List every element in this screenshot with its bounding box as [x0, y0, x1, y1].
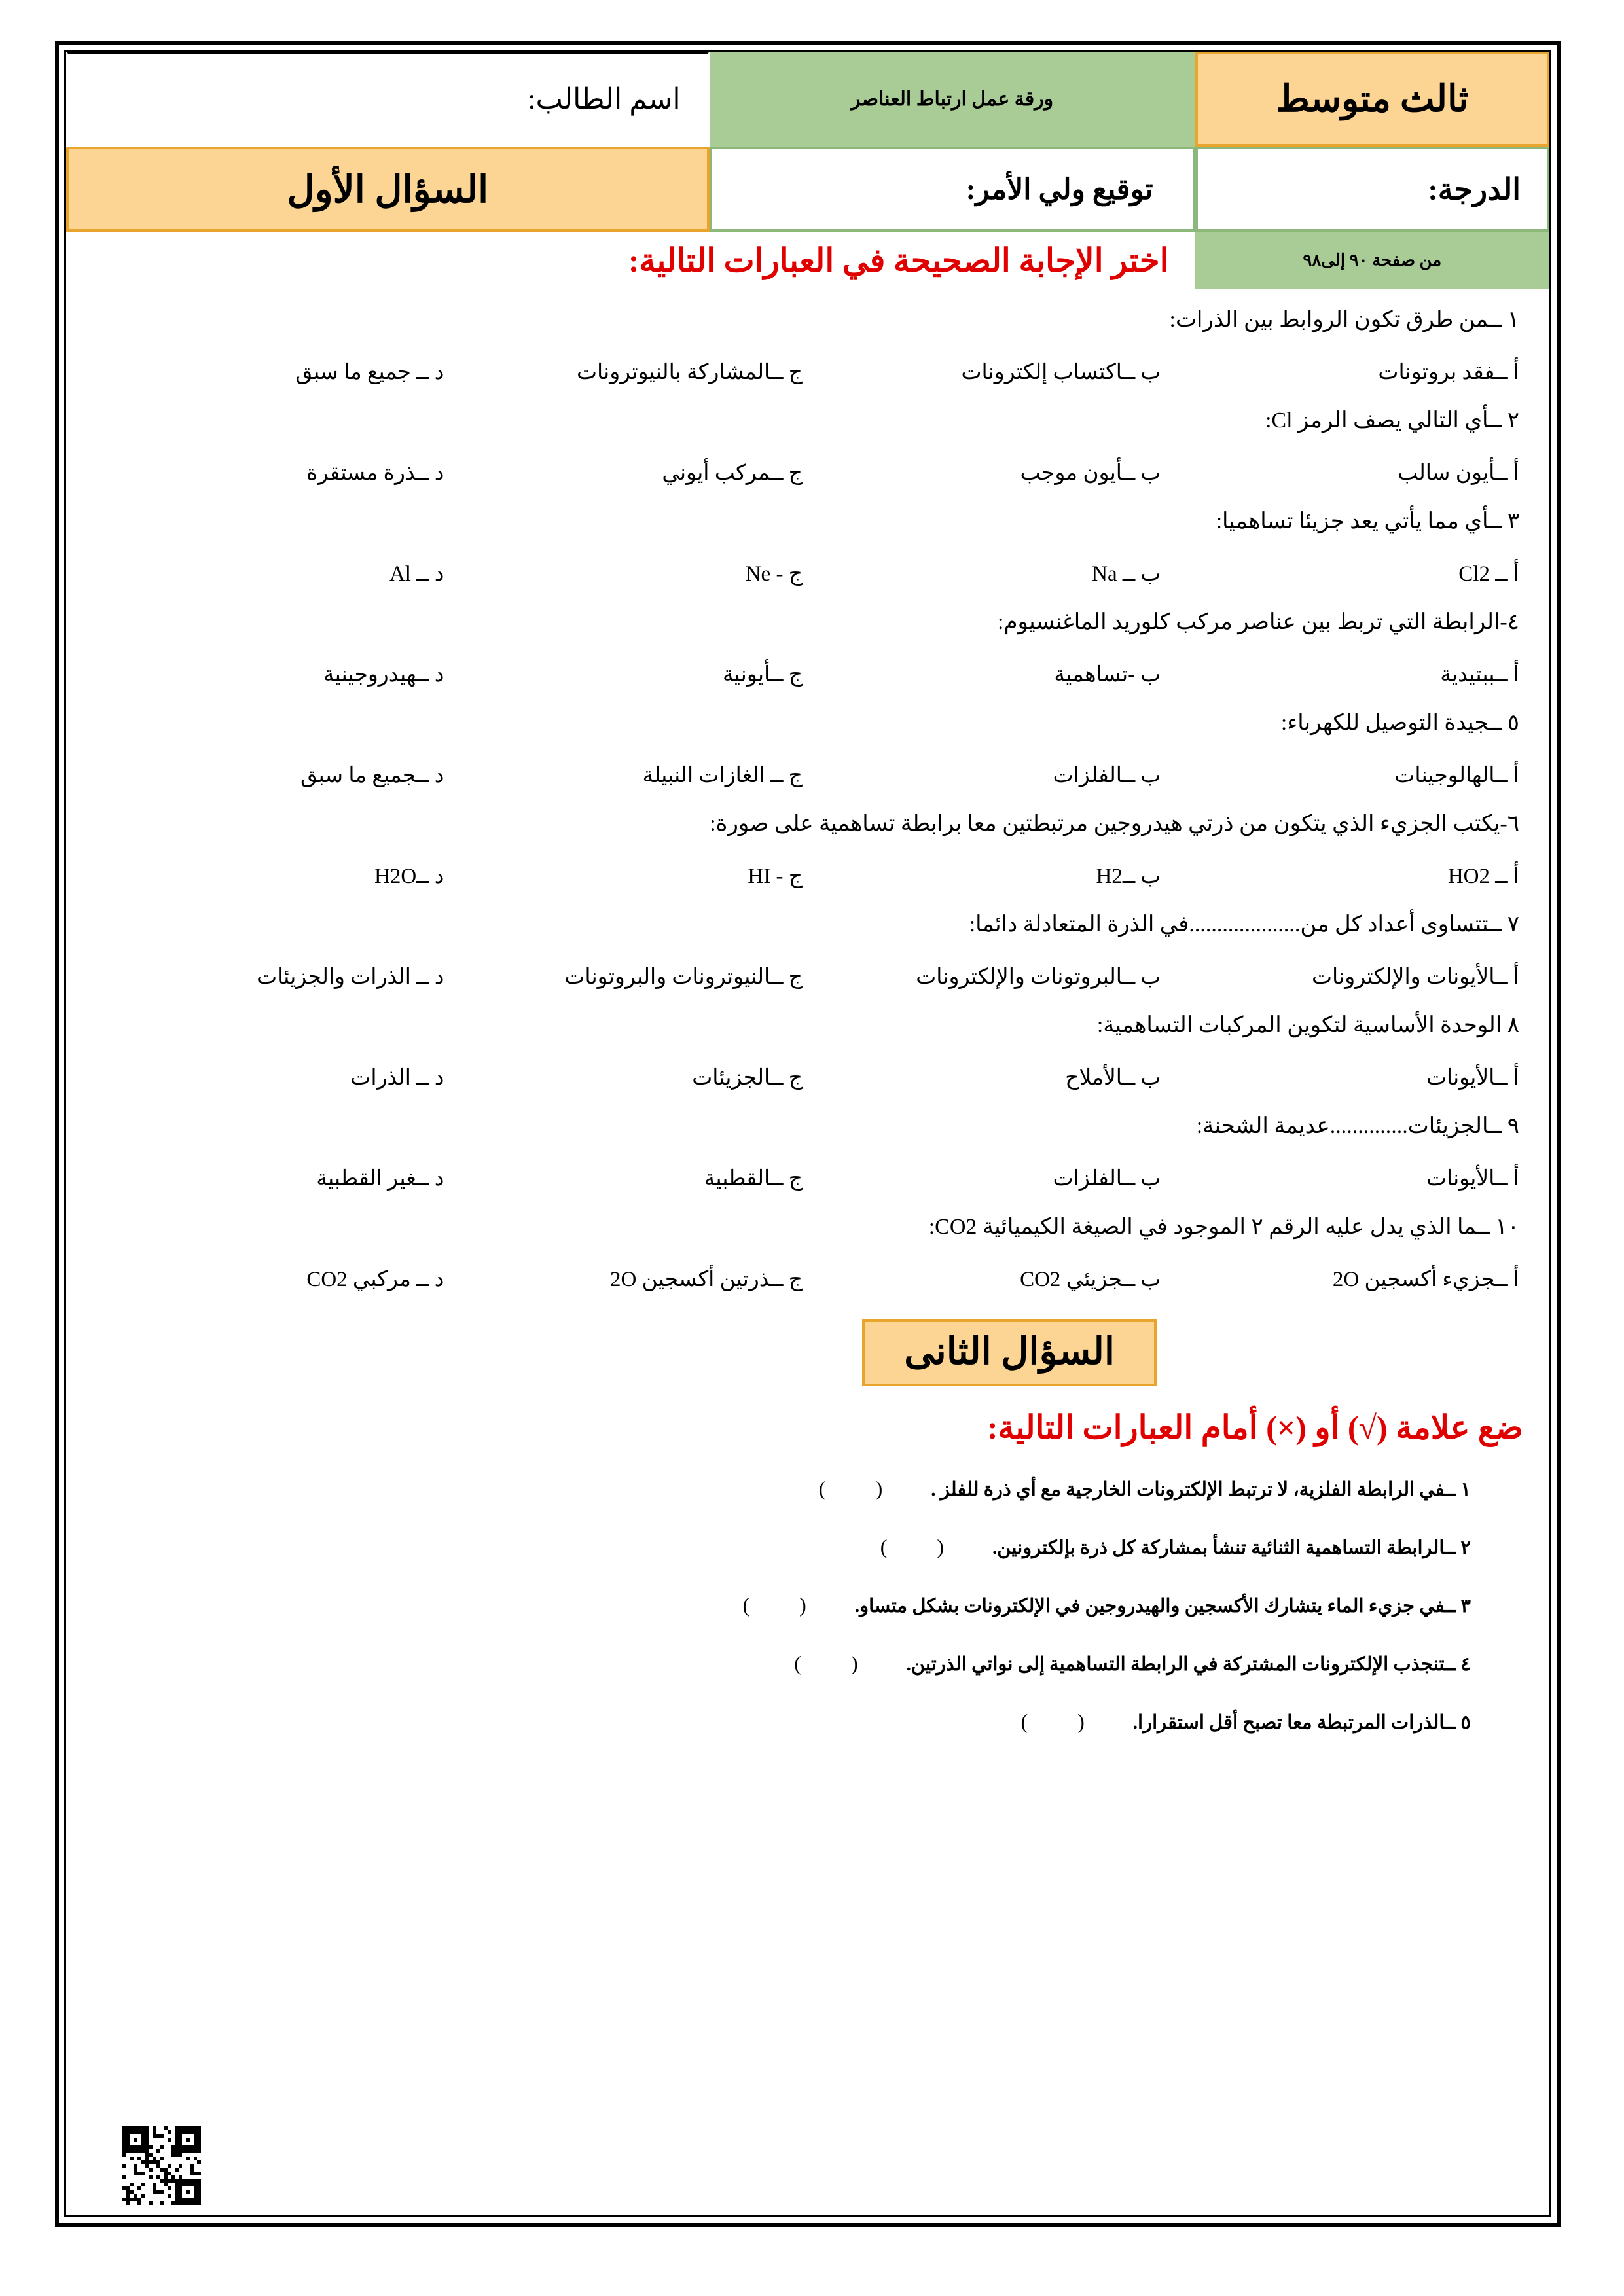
mcq-option-row: [66, 359, 1549, 385]
mcq-option[interactable]: أ ــجزيء أكسجين 2O: [1332, 1268, 1519, 1291]
true-false-answer-box[interactable]: ( ): [1020, 1710, 1107, 1733]
true-false-row: [66, 1477, 1549, 1501]
header-cell-instruction-one: [66, 232, 1195, 289]
qr-cell: [126, 2201, 130, 2205]
header-cell-student-name[interactable]: [66, 52, 710, 147]
mcq-question: [66, 709, 1549, 788]
mcq-option[interactable]: د ــ مركبي CO2: [306, 1268, 444, 1291]
guardian-signature-label: توقيع ولي الأمر:: [965, 173, 1153, 206]
qr-cell: [156, 2201, 160, 2205]
mcq-question: [66, 407, 1549, 486]
mcq-option[interactable]: ج ــالنيوترونات والبروتونات: [564, 965, 803, 989]
mcq-question-stem: ٨ الوحدة الأساسية لتكوين المركبات التساهمية:: [1096, 1013, 1519, 1037]
qr-cell: [130, 2201, 134, 2205]
mcq-question-stem: ٣ ــأي مما يأتي يعد جزيئا تساهميا:: [1216, 509, 1519, 533]
pages-range-text: من صفحة ٩٠ إلى٩٨: [1303, 251, 1442, 270]
true-false-row: [66, 1535, 1549, 1559]
mcq-option[interactable]: د ــجميع ما سبق: [300, 764, 444, 787]
mcq-question-list: [66, 306, 1549, 1292]
true-false-list: [66, 1477, 1549, 1734]
mcq-option-row: [66, 459, 1549, 486]
mcq-option[interactable]: أ ــببتيدية: [1440, 663, 1519, 687]
true-false-row: [66, 1710, 1549, 1734]
mcq-option[interactable]: ج ــمركب أيوني: [662, 461, 803, 485]
true-false-answer-box[interactable]: ( ): [794, 1651, 880, 1675]
header-cell-pages-range: [1195, 232, 1549, 289]
qr-cell: [145, 2201, 149, 2205]
mcq-option[interactable]: أ ــالأيونات والإلكترونات: [1311, 965, 1519, 989]
mcq-option[interactable]: ج ــذرتين أكسجين 2O: [610, 1268, 803, 1291]
mcq-option[interactable]: أ ــفقد بروتونات: [1378, 361, 1519, 384]
mcq-option[interactable]: د ــ الذرات والجزيئات: [257, 965, 444, 989]
true-false-row: [66, 1651, 1549, 1676]
header-row-1: [66, 52, 1549, 147]
mcq-option[interactable]: ب -تساهمية: [1054, 663, 1161, 687]
qr-cell: [160, 2201, 164, 2205]
header-cell-grade-level: [1195, 52, 1549, 147]
student-name-label: اسم الطالب:: [528, 83, 681, 115]
qr-cell: [141, 2201, 145, 2205]
true-false-statement: ١ ــفي الرابطة الفلزية، لا ترتبط الإلكترونات الخارجية مع أي ذرة للفلز .: [931, 1479, 1471, 1500]
mcq-question-stem: ٩ ــالجزيئات..............عديمة الشحنة:: [1196, 1114, 1519, 1138]
true-false-answer-box[interactable]: ( ): [742, 1593, 829, 1617]
qr-cell: [175, 2201, 179, 2205]
mcq-option-row: [66, 762, 1549, 788]
qr-cell: [179, 2201, 183, 2205]
mcq-option[interactable]: أ ــالأيونات: [1426, 1066, 1519, 1090]
worksheet-page-inner-border: [64, 50, 1551, 2217]
mcq-option[interactable]: د ــغير القطبية: [316, 1167, 444, 1191]
qr-cell: [153, 2201, 156, 2205]
qr-cell: [137, 2201, 141, 2205]
mcq-question-stem: ٤-الرابطة التي تربط بين عناصر مركب كلوريد الماغنسيوم:: [998, 610, 1519, 634]
worksheet-title-text: ورقة عمل ارتباط العناصر: [851, 88, 1054, 110]
qr-cell: [197, 2201, 201, 2205]
mcq-option[interactable]: د ــ جميع ما سبق: [295, 361, 444, 384]
header-cell-question-one: [66, 147, 710, 232]
qr-cell: [171, 2201, 175, 2205]
mcq-question: [66, 911, 1549, 990]
mcq-option[interactable]: ب ــ Na: [1092, 562, 1161, 586]
qr-cell: [122, 2201, 126, 2205]
question-one-heading: السؤال الأول: [287, 168, 489, 211]
header-cell-worksheet-title: [710, 52, 1195, 147]
header-table: [66, 52, 1549, 289]
section-two-heading: السؤال الثانى: [862, 1319, 1157, 1386]
mcq-option[interactable]: د ــهيدروجينية: [323, 663, 444, 687]
qr-cell: [182, 2201, 186, 2205]
mcq-option[interactable]: ج - Ne: [745, 562, 803, 586]
true-false-answer-box[interactable]: ( ): [880, 1535, 966, 1558]
mcq-option[interactable]: ب ــجزيئي CO2: [1020, 1268, 1161, 1291]
worksheet-page: [55, 41, 1561, 2227]
mcq-option[interactable]: أ ــالهالوجينات: [1394, 764, 1519, 787]
true-false-answer-box[interactable]: ( ): [818, 1477, 905, 1500]
mcq-option[interactable]: د ــ الذرات: [350, 1066, 444, 1090]
true-false-statement: ٥ ــالذرات المرتبطة معا تصبح أقل استقرارا.: [1132, 1712, 1471, 1733]
mcq-option[interactable]: د ــذرة مستقرة: [306, 461, 444, 485]
mcq-option[interactable]: أ ــالأيونات: [1426, 1167, 1519, 1191]
mcq-option[interactable]: ج ــالمشاركة بالنيوترونات: [576, 361, 803, 384]
qr-cell: [168, 2201, 171, 2205]
qr-cell: [190, 2201, 194, 2205]
mcq-option[interactable]: أ ــأيون سالب: [1398, 461, 1519, 485]
mcq-question: [66, 306, 1549, 385]
mcq-option[interactable]: أ ــ Cl2: [1458, 562, 1519, 586]
qr-cell: [194, 2201, 198, 2205]
header-row-3: [66, 232, 1549, 289]
section-two-heading-wrap: [66, 1319, 1549, 1386]
mcq-option[interactable]: ب ــالفلزات: [1053, 764, 1161, 787]
mcq-question-stem: ٢ ــأي التالي يصف الرمز Cl:: [1265, 408, 1519, 433]
degree-label: الدرجة:: [1428, 173, 1521, 206]
mcq-option[interactable]: ب ــالأملاح: [1065, 1066, 1161, 1090]
mcq-question: [66, 1213, 1549, 1292]
mcq-option[interactable]: ب ــاكتساب إلكترونات: [961, 361, 1161, 384]
mcq-question-stem: ٦-يكتب الجزيء الذي يتكون من ذرتي هيدروجين مرتبطتين معا برابطة تساهمية على صورة:: [710, 812, 1519, 836]
mcq-option[interactable]: ب ــأيون موجب: [1020, 461, 1161, 485]
mcq-option[interactable]: ج ــالجزيئات: [692, 1066, 803, 1090]
mcq-question: [66, 1113, 1549, 1191]
section-two-instruction: ضع علامة (√) أو (×) أمام العبارات التالية:: [986, 1409, 1523, 1446]
mcq-option[interactable]: ب ــالبروتونات والإلكترونات: [916, 965, 1161, 989]
mcq-option[interactable]: ج ــأيونية: [722, 663, 803, 687]
mcq-option[interactable]: ج - HI: [748, 865, 803, 888]
grade-level-text: ثالث متوسط: [1275, 79, 1469, 120]
qr-cell: [134, 2201, 137, 2205]
mcq-option[interactable]: د ــH2O: [374, 865, 444, 888]
mcq-option-row: [66, 1165, 1549, 1191]
mcq-question-stem: ١٠ ــما الذي يدل عليه الرقم ٢ الموجود في الصيغة الكيميائية CO2:: [928, 1215, 1519, 1239]
true-false-statement: ٣ ــفي جزيء الماء يتشارك الأكسجين والهيدروجين في الإلكترونات بشكل متساو.: [854, 1596, 1471, 1617]
mcq-question: [66, 609, 1549, 687]
mcq-option[interactable]: د ــ Al: [389, 562, 444, 586]
true-false-statement: ٤ ــتنجذب الإلكترونات المشتركة في الرابطة التساهمية إلى نواتي الذرتين.: [906, 1654, 1471, 1675]
mcq-option[interactable]: ب ــالفلزات: [1053, 1167, 1161, 1191]
mcq-option-row: [66, 1064, 1549, 1090]
section-two-instruction-wrap: [66, 1408, 1549, 1446]
mcq-question-stem: ١ ــمن طرق تكون الروابط بين الذرات:: [1169, 308, 1519, 332]
mcq-question: [66, 1012, 1549, 1090]
mcq-option[interactable]: ج ــالقطبية: [704, 1167, 803, 1191]
true-false-statement: ٢ ــالرابطة التساهمية الثنائية تنشأ بمشاركة كل ذرة بإلكترونين.: [992, 1537, 1471, 1558]
mcq-option-row: [66, 1266, 1549, 1292]
mcq-option-row: [66, 661, 1549, 687]
mcq-question: [66, 508, 1549, 586]
mcq-option[interactable]: ب ــH2: [1096, 865, 1161, 888]
true-false-row: [66, 1593, 1549, 1617]
qr-cell: [149, 2201, 153, 2205]
mcq-option-row: [66, 963, 1549, 990]
header-cell-guardian-signature[interactable]: [710, 147, 1195, 232]
qr-cell: [164, 2201, 168, 2205]
header-row-2: [66, 147, 1549, 232]
section-one-instruction: اختر الإجابة الصحيحة في العبارات التالية:: [628, 242, 1169, 279]
mcq-option-row: [66, 560, 1549, 586]
header-cell-degree[interactable]: [1195, 147, 1549, 232]
qr-code-icon: [122, 2126, 201, 2205]
mcq-question-stem: ٧ ــتتساوى أعداد كل من....................في الذرة المتعادلة دائما:: [969, 912, 1519, 937]
mcq-option-row: [66, 863, 1549, 889]
mcq-question: [66, 810, 1549, 889]
mcq-option[interactable]: أ ــ HO2: [1447, 865, 1519, 888]
mcq-option[interactable]: ج ــ الغازات النبيلة: [642, 764, 803, 787]
qr-cell: [186, 2201, 190, 2205]
mcq-question-stem: ٥ ــجيدة التوصيل للكهرباء:: [1280, 711, 1519, 735]
